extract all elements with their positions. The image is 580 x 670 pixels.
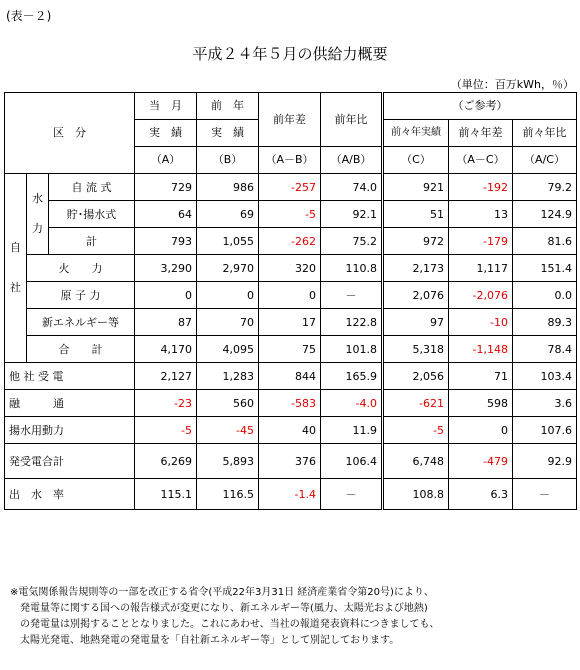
row-label: 融 通 <box>5 390 135 417</box>
cell-acr: 89.3 <box>513 309 577 336</box>
cell-b: 2,970 <box>197 255 259 282</box>
table-row <box>5 255 577 282</box>
cell-a: -23 <box>135 390 197 417</box>
table-row <box>5 309 577 336</box>
row-label: 合 計 <box>27 336 135 363</box>
header-acr-2: （A/C） <box>513 147 577 174</box>
cell-b: 986 <box>197 174 259 201</box>
header-ratio-1: 前年比 <box>321 93 383 147</box>
cell-ab: -5 <box>259 201 321 228</box>
cell-r: -4.0 <box>321 390 383 417</box>
cell-ac: -10 <box>449 309 513 336</box>
cell-c: 97 <box>383 309 449 336</box>
cell-a: 3,290 <box>135 255 197 282</box>
cell-acr: 151.4 <box>513 255 577 282</box>
cell-b: 1,055 <box>197 228 259 255</box>
cell-acr: 78.4 <box>513 336 577 363</box>
table-row <box>5 363 577 390</box>
cell-r: 122.8 <box>321 309 383 336</box>
cell-a: 4,170 <box>135 336 197 363</box>
cell-r: 101.8 <box>321 336 383 363</box>
cell-b: 1,283 <box>197 363 259 390</box>
cell-c: 6,748 <box>383 444 449 479</box>
header-ac-1: 前々年差 <box>449 120 513 147</box>
table-row <box>5 444 577 479</box>
cell-a: 729 <box>135 174 197 201</box>
cell-c: -621 <box>383 390 449 417</box>
side-sha: 社 <box>10 281 21 294</box>
cell-ab: 0 <box>259 282 321 309</box>
cell-ac: 1,117 <box>449 255 513 282</box>
side-sui: 水 <box>32 192 43 205</box>
cell-b: 0 <box>197 282 259 309</box>
cell-a: 0 <box>135 282 197 309</box>
side-ji: 自 <box>10 241 21 254</box>
cell-acr: 124.9 <box>513 201 577 228</box>
cell-b: 69 <box>197 201 259 228</box>
table-row <box>5 417 577 444</box>
header-acr-1: 前々年比 <box>513 120 577 147</box>
header-a-1: 当 月 <box>135 93 197 120</box>
cell-ac: -479 <box>449 444 513 479</box>
cell-a: 2,127 <box>135 363 197 390</box>
row-label: 貯･揚水式 <box>49 201 135 228</box>
row-label: 出 水 率 <box>5 479 135 510</box>
cell-c: 2,076 <box>383 282 449 309</box>
cell-acr: － <box>513 479 577 510</box>
header-a-3: （A） <box>135 147 197 174</box>
cell-ab: 320 <box>259 255 321 282</box>
cell-c: 108.8 <box>383 479 449 510</box>
supply-table <box>4 92 577 510</box>
header-c-1: 前々年実績 <box>383 120 449 147</box>
page-title: 平成２４年５月の供給力概要 <box>192 45 388 63</box>
cell-ac: -179 <box>449 228 513 255</box>
cell-r: 75.2 <box>321 228 383 255</box>
cell-ab: -257 <box>259 174 321 201</box>
cell-acr: 3.6 <box>513 390 577 417</box>
cell-c: 5,318 <box>383 336 449 363</box>
cell-acr: 81.6 <box>513 228 577 255</box>
cell-c: -5 <box>383 417 449 444</box>
cell-ab: 17 <box>259 309 321 336</box>
cell-a: 793 <box>135 228 197 255</box>
cell-ac: 598 <box>449 390 513 417</box>
cell-r: 11.9 <box>321 417 383 444</box>
cell-r: 74.0 <box>321 174 383 201</box>
row-label: 原 子 力 <box>27 282 135 309</box>
table-row <box>5 174 577 201</box>
row-label: 火 力 <box>27 255 135 282</box>
header-row-1 <box>5 93 577 120</box>
cell-ac: -192 <box>449 174 513 201</box>
cell-r: 165.9 <box>321 363 383 390</box>
cell-acr: 0.0 <box>513 282 577 309</box>
cell-r: 106.4 <box>321 444 383 479</box>
cell-ac: -2,076 <box>449 282 513 309</box>
cell-ac: 71 <box>449 363 513 390</box>
cell-a: 87 <box>135 309 197 336</box>
cell-b: 70 <box>197 309 259 336</box>
cell-r: － <box>321 479 383 510</box>
side-label-suiryoku <box>27 174 49 255</box>
cell-r: 92.1 <box>321 201 383 228</box>
cell-acr: 92.9 <box>513 444 577 479</box>
header-c-2: （C） <box>383 147 449 174</box>
table-row <box>5 336 577 363</box>
table-row <box>5 282 577 309</box>
cell-ac: 0 <box>449 417 513 444</box>
cell-b: 116.5 <box>197 479 259 510</box>
cell-ab: -583 <box>259 390 321 417</box>
row-label: 発受電合計 <box>5 444 135 479</box>
header-b-3: （B） <box>197 147 259 174</box>
cell-ab: 75 <box>259 336 321 363</box>
header-ab-1: 前年差 <box>259 93 321 147</box>
cell-a: -5 <box>135 417 197 444</box>
header-b-2: 実 績 <box>197 120 259 147</box>
cell-b: 4,095 <box>197 336 259 363</box>
table-row <box>5 390 577 417</box>
row-label: 他 社 受 電 <box>5 363 135 390</box>
cell-ab: -262 <box>259 228 321 255</box>
header-ratio-2: （A/B） <box>321 147 383 174</box>
header-ac-2: （A－C） <box>449 147 513 174</box>
unit-label: （単位：百万kWh，％） <box>450 78 574 91</box>
cell-ac: 6.3 <box>449 479 513 510</box>
row-label: 自 流 式 <box>49 174 135 201</box>
cell-ab: 376 <box>259 444 321 479</box>
header-ab-2: （A－B） <box>259 147 321 174</box>
table-number-label: (表－２) <box>6 9 52 23</box>
cell-a: 6,269 <box>135 444 197 479</box>
side-label-jisha <box>5 174 27 363</box>
footnote: ※電気関係報告規則等の一部を改正する省令(平成22年3月31日 経済産業省令第20号)により、 発電量等に関する国への報告様式が変更になり、新エネルギー等(風力、太陽光および地熱) の発電量は別掲することとなりました。これにあわせ、当社の報道発表資料につきましても、 太陽光発電、地熱発電の発電量を「自社新エネルギー等」として別記しております。 <box>10 587 440 646</box>
cell-c: 972 <box>383 228 449 255</box>
side-ryoku: 力 <box>32 222 43 235</box>
header-a-2: 実 績 <box>135 120 197 147</box>
cell-acr: 103.4 <box>513 363 577 390</box>
table-row <box>5 228 577 255</box>
cell-b: 5,893 <box>197 444 259 479</box>
cell-c: 921 <box>383 174 449 201</box>
cell-ab: -1.4 <box>259 479 321 510</box>
cell-ab: 844 <box>259 363 321 390</box>
cell-ab: 40 <box>259 417 321 444</box>
cell-r: 110.8 <box>321 255 383 282</box>
cell-a: 64 <box>135 201 197 228</box>
header-b-1: 前 年 <box>197 93 259 120</box>
row-label: 揚水用動力 <box>5 417 135 444</box>
cell-a: 115.1 <box>135 479 197 510</box>
cell-r: － <box>321 282 383 309</box>
header-sanko: （ご参考） <box>383 93 577 120</box>
cell-c: 2,173 <box>383 255 449 282</box>
cell-ac: 13 <box>449 201 513 228</box>
cell-b: 560 <box>197 390 259 417</box>
row-label: 計 <box>49 228 135 255</box>
cell-acr: 107.6 <box>513 417 577 444</box>
cell-acr: 79.2 <box>513 174 577 201</box>
cell-ac: -1,148 <box>449 336 513 363</box>
table-row <box>5 201 577 228</box>
cell-c: 51 <box>383 201 449 228</box>
row-label: 新エネルギー等 <box>27 309 135 336</box>
cell-b: -45 <box>197 417 259 444</box>
table-row <box>5 479 577 510</box>
cell-c: 2,056 <box>383 363 449 390</box>
header-kubun: 区 分 <box>5 93 135 174</box>
